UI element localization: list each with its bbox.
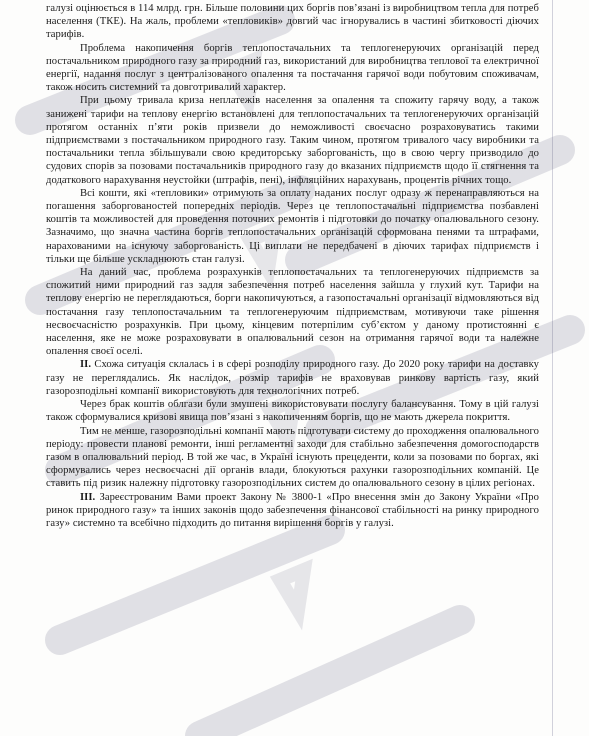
paragraph-text: При цьому тривала криза неплатежів населення за опалення та спожиту гарячу воду, а також занижені тарифи на теплову енергію встановлені для теплопостачальних та теплогенеруючих організацій протягом останніх п’яти років призвели до неможливості своєчасно розраховуватись такими підприємствами з постачальником природного газу. Таким чином, протягом тривалого часу виробники та постачальники тепла збільшували свою кредиторську заборгованість, що в свою чергу призводило до судових спорів за позовами постачальників природного газу до вказаних підприємств щодо її стягнення та додаткового нарахування неустойки (штрафів, пені), інфляційних нарахувань, процентів річних тощо. [46, 95, 539, 186]
paragraph [46, 42, 539, 95]
paragraph-text: Зареєстрованим Вами проект Закону № 3800-1 «Про внесення змін до Закону України «Про ринок природного газу» та інших законів щодо забезпечення фінансової стабільності на ринку природного газу» системно та всебічно підходить до питання вирішення боргів у галузі. [46, 491, 539, 529]
paragraph [46, 266, 539, 358]
paragraph-text: Всі кошти, які «тепловики» отримують за оплату наданих послуг одразу ж перенаправляються на погашення заборгованостей попередніх періодів. Через це теплопостачальні підприємства позбавлені коштів та можливостей для проведення поточних ремонтів і підготовки до початку опалювального сезону. Зазначимо, що значна частина боргів теплопостачальних організацій сформована пенями та штрафами, нарахованими на існуючу заборгованість. Ці виплати не передбачені в діючих тарифах підприємств і тільки ще більше ускладнюють стан галузі. [46, 187, 539, 265]
paragraph-text: галузі оцінюється в 114 млрд. грн. Більше половини цих боргів пов’язані із виробництвом тепла для потреб населення (ТКЕ). На жаль, проблеми «тепловиків» довгий час ігнорувались в частині збитковості діючих тарифів. [46, 3, 539, 41]
paragraph-text: Через брак коштів облгази були змушені використовувати послугу балансування. Тому в цій галузі також сформувалися кризові явища пов’язані з накопиченням боргів, що не мають джерела покриття. [46, 399, 539, 424]
paragraph [46, 94, 539, 186]
section-number: II. [80, 359, 92, 371]
section-number: III. [80, 491, 96, 503]
paragraph-text: Тим не менше, газорозподільні компанії мають підготувати систему до проходження опалювального періоду: провести планові ремонти, інші регламентні заходи для стабільно забезпечення домогосподарств газом в опалювальний період. В той же час, в Україні існують прецеденти, коли за позовами по боргах, які сформувались через несвоєчасні дії органів влади, блокуються рахунки газорозподільних компаній. Це ставить під ризик належну підготовку газорозподільних систем до опалювального сезону в цілих регіонах. [46, 425, 539, 490]
paragraph [46, 398, 539, 424]
document-body [46, 2, 539, 530]
paragraph [46, 358, 539, 398]
paragraph [46, 425, 539, 491]
paragraph-text: Проблема накопичення боргів теплопостачальних та теплогенеруючих організацій перед постачальником природного газу за природний газ, використаний для виробництва теплової та електричної енергії, надання послуг з централізованого опалення та постачання гарячої води побутовим споживачам, також носить системний та довготривалий характер. [46, 42, 539, 94]
margin-line [552, 0, 553, 736]
paragraph [46, 187, 539, 266]
paragraph-text: Схожа ситуація склалась і в сфері розподілу природного газу. До 2020 року тарифи на доставку газу не переглядались. Як наслідок, розмір тарифів не враховував ринкову вартість газу, який газорозподільні компанії використовують для технологічних потреб. [46, 359, 539, 397]
paragraph-text: На даний час, проблема розрахунків теплопостачальних та теплогенеруючих підприємств за спожитий ними природний газ задля забезпечення потреб населення зайшла у глухий кут. Тарифи на теплову енергію не переглядаються, борги накопичуються, а газопостачальні організації відмовляються від постачання газу теплопостачальним та теплогенеруючим підприємствам, мотивуючи таке рішення несвоєчасністю розрахунків. При цьому, кінцевим потерпілим суб’єктом у даному протистоянні є населення, яке не може розраховувати в опалювальний сезон на отримання гарячої води та належне опалення своєї оселі. [46, 267, 539, 358]
paragraph [46, 491, 539, 531]
paragraph [46, 2, 539, 42]
